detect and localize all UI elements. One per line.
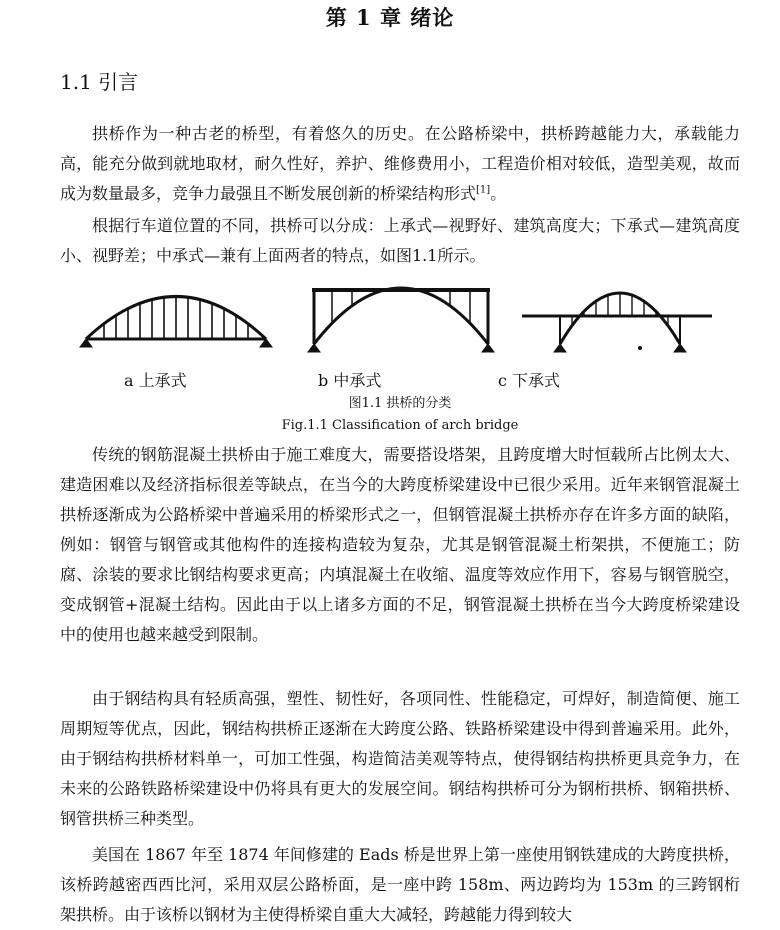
through-arch-diagram: [522, 293, 712, 352]
section-heading: 1.1 引言: [60, 70, 139, 94]
figure-arch-classification: [60, 272, 740, 438]
arch-bridge-diagrams: [60, 272, 740, 362]
figure-caption-en: Fig.1.1 Classification of arch bridge: [281, 418, 519, 433]
paragraph-1-end: 。: [490, 184, 507, 203]
paragraph-4: 由于钢结构具有轻质高强，塑性、韧性好，各项同性、性能稳定，可焊好，制造简便、施工周期短等优点，因此，钢结构拱桥正逐渐在大跨度公路、铁路桥梁建设中得到普遍采用。此外，由于钢结构拱桥材料单一，可加工性强，构造简洁美观等特点，使得钢结构拱桥更具竞争力，在未来的公路铁路桥梁建设中仍将具有更大的发展空间。钢结构拱桥可分为钢桁拱桥、钢箱拱桥、钢管拱桥三种类型。: [60, 689, 740, 828]
deck-arch-diagram: [80, 297, 272, 348]
paragraph-1-text: 拱桥作为一种古老的桥型，有着悠久的历史。在公路桥梁中，拱桥跨越能力大，承载能力高，能充分做到就地取材，耐久性好，养护、维修费用小，工程造价相对较低，造型美观，故而成为数量最多，竞争力最强且不断发展创新的桥梁结构形式: [60, 124, 740, 203]
paragraph-2: 根据行车道位置的不同，拱桥可以分成：上承式—视野好、建筑高度大；下承式—建筑高度小、视野差；中承式—兼有上面两者的特点，如图1.1所示。: [60, 216, 740, 265]
chapter-title: 第 1 章 绪论: [325, 5, 455, 30]
paragraph-5: 美国在 1867 年至 1874 年间修建的 Eads 桥是世界上第一座使用钢铁建成的大跨度拱桥，该桥跨越密西西比河，采用双层公路桥面，是一座中跨 158m、两边跨均为 153m 的三跨钢桁架拱桥。由于该桥以钢材为主使得桥梁自重大大减轻，跨越能力得到较大: [60, 845, 740, 924]
subcaption-a: a 上承式: [124, 371, 187, 390]
citation-ref[interactable]: [1]: [476, 184, 491, 196]
subcaption-b: b 中承式: [318, 371, 382, 390]
paragraph-3: 传统的钢筋混凝土拱桥由于施工难度大，需要搭设塔架，且跨度增大时恒载所占比例太大、建造困难以及经济指标很差等缺点，在当今的大跨度桥梁建设中已很少采用。近年来钢管混凝土拱桥逐渐成为公路桥梁中普遍采用的桥梁形式之一，但钢管混凝土拱桥亦存在许多方面的缺陷，例如：钢管与钢管或其他构件的连接构造较为复杂，尤其是钢管混凝土桁架拱，不便施工；防腐、涂装的要求比钢结构要求更高；内填混凝土在收缩、温度等效应作用下，容易与钢管脱空，变成钢管+混凝土结构。因此由于以上诸多方面的不足，钢管混凝土拱桥在当今大跨度桥梁建设中的使用也越来越受到限制。: [60, 445, 740, 644]
figure-caption-cn: 图1.1 拱桥的分类: [348, 396, 452, 411]
subcaption-c: c 下承式: [498, 371, 561, 390]
paragraph-1: [60, 119, 740, 209]
half-through-arch-diagram: [308, 288, 494, 352]
